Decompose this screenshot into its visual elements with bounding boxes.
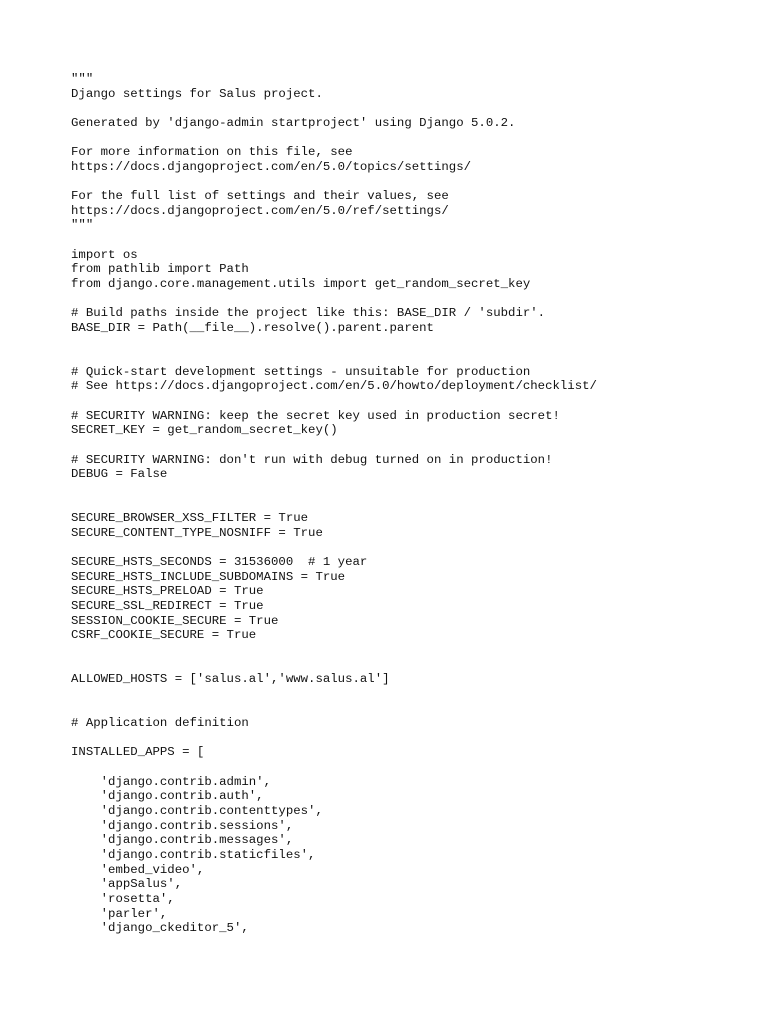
- code-line: # SECURITY WARNING: keep the secret key used in production secret!: [71, 408, 560, 423]
- code-line: [71, 658, 597, 673]
- code-line: 'rosetta',: [71, 891, 175, 906]
- code-line: 'django.contrib.auth',: [71, 789, 264, 804]
- code-line: DEBUG = False: [71, 467, 168, 482]
- code-line: # SECURITY WARNING: don't run with debug turned on in production!: [71, 452, 553, 467]
- code-line: [71, 174, 597, 189]
- code-line: [71, 336, 597, 351]
- code-line: SECURE_SSL_REDIRECT = True: [71, 599, 264, 614]
- code-line: 'django.contrib.contenttypes',: [71, 804, 323, 819]
- code-line: 'django.contrib.admin',: [71, 774, 272, 789]
- code-line: [71, 233, 597, 248]
- code-line: SECURE_CONTENT_TYPE_NOSNIFF = True: [71, 525, 323, 540]
- code-line: For the full list of settings and their values, see: [71, 189, 449, 204]
- code-line: 'django.contrib.sessions',: [71, 818, 294, 833]
- code-line: 'embed_video',: [71, 862, 205, 877]
- code-line: [71, 643, 597, 658]
- code-line: """: [71, 72, 94, 86]
- code-line: CSRF_COOKIE_SECURE = True: [71, 628, 257, 643]
- code-line: For more information on this file, see: [71, 145, 353, 160]
- code-line: import os: [71, 247, 138, 262]
- code-line: https://docs.djangoproject.com/en/5.0/topics/settings/: [71, 159, 472, 174]
- code-line: 'django.contrib.messages',: [71, 833, 294, 848]
- code-line: SECURE_HSTS_SECONDS = 31536000 # 1 year: [71, 555, 368, 570]
- code-line: 'django_ckeditor_5',: [71, 921, 249, 936]
- code-line: # Application definition: [71, 716, 249, 731]
- code-line: 'django.contrib.staticfiles',: [71, 847, 316, 862]
- code-line: [71, 394, 597, 409]
- code-line: SECURE_HSTS_INCLUDE_SUBDOMAINS = True: [71, 569, 346, 584]
- code-line: [71, 497, 597, 512]
- code-line: from pathlib import Path: [71, 262, 249, 277]
- code-line: [71, 702, 597, 717]
- code-line: from django.core.management.utils import get_random_secret_key: [71, 276, 531, 291]
- code-line: SESSION_COOKIE_SECURE = True: [71, 613, 279, 628]
- code-line: [71, 731, 597, 746]
- code-line: [71, 760, 597, 775]
- code-listing: [71, 72, 597, 936]
- code-line: # Quick-start development settings - unsuitable for production: [71, 364, 531, 379]
- code-line: https://docs.djangoproject.com/en/5.0/ref/settings/: [71, 203, 449, 218]
- code-line: SECURE_BROWSER_XSS_FILTER = True: [71, 511, 309, 526]
- code-line: # See https://docs.djangoproject.com/en/5.0/howto/deployment/checklist/: [71, 379, 597, 394]
- code-line: ALLOWED_HOSTS = ['salus.al','www.salus.al']: [71, 672, 390, 687]
- code-line: Django settings for Salus project.: [71, 86, 323, 101]
- code-line: 'parler',: [71, 906, 168, 921]
- code-line: [71, 101, 597, 116]
- code-line: SECURE_HSTS_PRELOAD = True: [71, 584, 264, 599]
- code-line: [71, 131, 597, 146]
- code-line: """: [71, 218, 94, 233]
- code-line: 'appSalus',: [71, 877, 183, 892]
- code-line: BASE_DIR = Path(__file__).resolve().parent.parent: [71, 320, 434, 335]
- code-line: INSTALLED_APPS = [: [71, 745, 205, 760]
- code-line: [71, 541, 597, 556]
- code-line: [71, 292, 597, 307]
- code-line: SECRET_KEY = get_random_secret_key(): [71, 423, 338, 438]
- code-line: [71, 350, 597, 365]
- code-line: # Build paths inside the project like this: BASE_DIR / 'subdir'.: [71, 306, 546, 321]
- code-line: [71, 482, 597, 497]
- code-line: [71, 687, 597, 702]
- code-line: Generated by 'django-admin startproject' using Django 5.0.2.: [71, 115, 516, 130]
- code-line: [71, 438, 597, 453]
